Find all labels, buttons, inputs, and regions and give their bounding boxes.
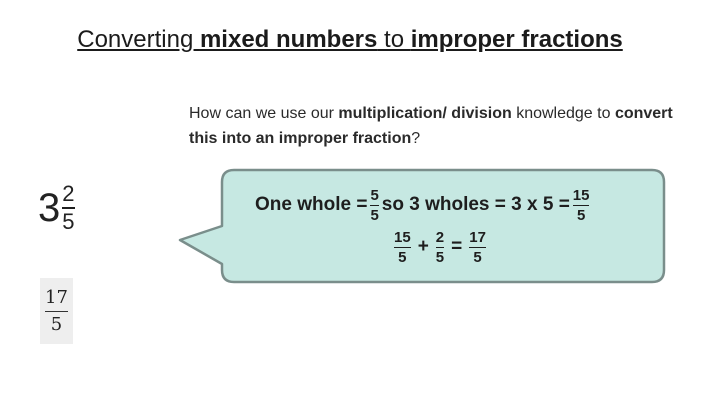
eq2-fraction-1 bbox=[394, 230, 411, 265]
title-text-4: improper fractions bbox=[410, 26, 623, 53]
improper-denominator: 5 bbox=[50, 313, 63, 335]
equation-line-2 bbox=[392, 224, 532, 270]
mixed-numerator: 2 bbox=[62, 181, 75, 206]
eq2-frac2-denominator: 5 bbox=[435, 248, 445, 266]
question-text-4: convert this into an improper fraction bbox=[189, 105, 673, 147]
eq2-fraction-2 bbox=[436, 230, 444, 265]
eq2-frac1-denominator: 5 bbox=[398, 248, 407, 266]
equals-sign: = bbox=[451, 236, 463, 257]
title-text-2: mixed numbers bbox=[199, 26, 378, 53]
fraction-bar bbox=[394, 247, 411, 248]
fraction-bar bbox=[573, 205, 590, 206]
fraction-bar bbox=[370, 205, 378, 206]
fraction-bar bbox=[469, 247, 486, 248]
question-text-5: ? bbox=[411, 130, 421, 147]
eq2-frac1-numerator: 15 bbox=[394, 228, 411, 246]
title-text-1: Converting bbox=[77, 26, 200, 53]
speech-bubble-content bbox=[222, 172, 662, 282]
fraction-bar bbox=[436, 247, 444, 248]
eq1-text-1: One whole = bbox=[255, 194, 368, 215]
question-text-2: multiplication/ division bbox=[338, 105, 512, 122]
eq2-frac2-numerator: 2 bbox=[435, 228, 445, 246]
eq1-text-2: so 3 wholes = 3 x 5 = bbox=[381, 194, 570, 215]
equation-line-1 bbox=[255, 180, 655, 230]
plus-sign: + bbox=[417, 236, 429, 257]
eq1-fraction-2 bbox=[573, 188, 590, 223]
eq1-frac2-denominator: 5 bbox=[576, 206, 586, 224]
question-text-3: knowledge to bbox=[511, 105, 615, 122]
mixed-denominator: 5 bbox=[62, 209, 75, 234]
eq1-fraction-1 bbox=[370, 188, 378, 223]
mixed-whole: 3 bbox=[38, 186, 61, 230]
eq1-frac1-denominator: 5 bbox=[370, 206, 379, 224]
eq1-frac2-numerator: 15 bbox=[572, 186, 590, 204]
improper-numerator: 17 bbox=[45, 286, 68, 308]
eq2-frac3-denominator: 5 bbox=[473, 248, 482, 266]
title-text-3: to bbox=[377, 26, 411, 53]
eq2-frac3-numerator: 17 bbox=[469, 228, 486, 246]
eq2-fraction-3 bbox=[469, 230, 486, 265]
question-text-1: How can we use our bbox=[189, 105, 339, 122]
eq1-frac1-numerator: 5 bbox=[370, 186, 379, 204]
